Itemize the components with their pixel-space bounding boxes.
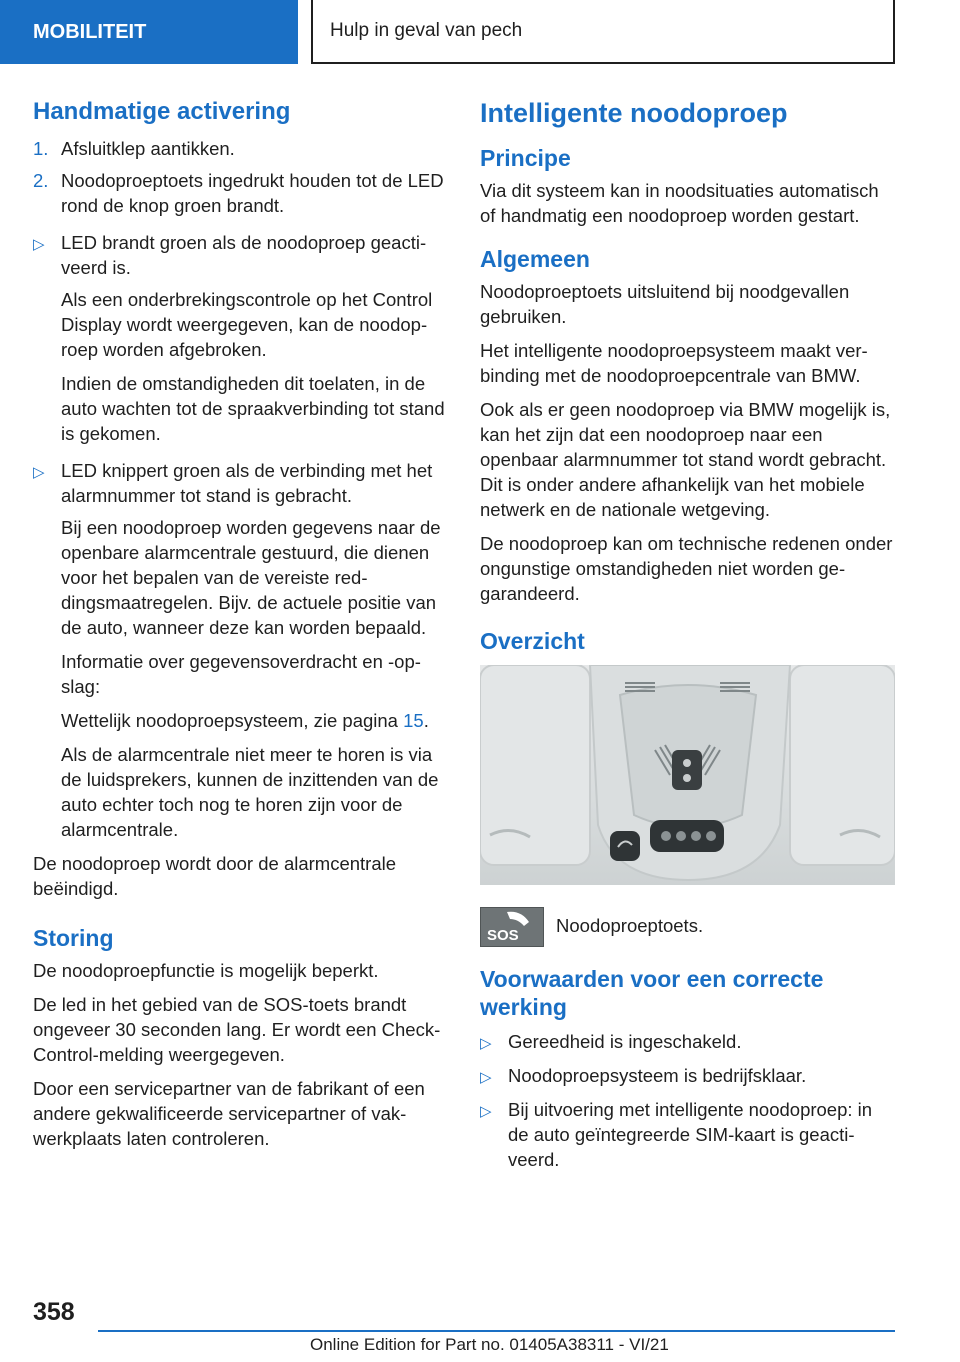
paragraph: Als de alarmcentrale niet meer te horen is via de luidsprekers, kunnen de inzittenden van de auto echter toch nog te horen zijn voor de alarmcentrale. (61, 744, 439, 840)
paragraph: Informatie over gegevensoverdracht en -opslag: (61, 651, 421, 697)
bullet-text: LED knippert groen als de verbinding met het alarmnummer tot stand is gebracht. (61, 460, 433, 506)
paragraph: De led in het gebied van de SOS-toets brandt ongeveer 30 seconden lang. Er wordt een Check-Control-melding weergegeven. (33, 994, 441, 1065)
bullet-text: LED brandt groen als de noodoproep geactiveerd is. (61, 232, 427, 278)
bullet-text: Bij uitvoering met intelligente noodoproep: in de auto geïntegreerde SIM-kaart is geactiveerd. (508, 1099, 873, 1170)
paragraph: De noodoproep kan om technische redenen onder ongunstige omstandigheden niet worden gegarandeerd. (480, 533, 893, 604)
page-link[interactable]: 15 (403, 710, 424, 731)
page-number: 358 (33, 1298, 75, 1326)
paragraph: De noodoproepfunctie is mogelijk beperkt. (33, 960, 379, 981)
paragraph (61, 708, 449, 733)
paragraph: Als een onderbrekingscontrole op het Control Display wordt weergegeven, kan de noodoproep worden afgebroken. (61, 289, 433, 360)
paragraph: Het intelligente noodoproepsysteem maakt verbinding met de noodoproepcentrale van BMW. (480, 340, 868, 386)
bullet-item (33, 230, 449, 280)
triangle-bullet-icon: ▷ (480, 1069, 492, 1086)
bullet-item (480, 1029, 896, 1056)
ref-punct: . (423, 710, 429, 731)
bullet-item (33, 458, 449, 508)
bullet-item (480, 1063, 896, 1090)
step-number: 2. (33, 170, 49, 191)
heading-manual-activation: Handmatige activering (33, 98, 291, 125)
footer-divider (98, 1330, 895, 1332)
overhead-console-illustration (480, 665, 895, 885)
paragraph: Noodoproeptoets uitsluitend bij noodgevallen gebruiken. (480, 281, 850, 327)
triangle-bullet-icon: ▷ (33, 464, 45, 481)
bullet-text: Gereedheid is ingeschakeld. (508, 1031, 742, 1052)
right-column (480, 98, 896, 1179)
left-column (33, 98, 449, 1160)
paragraph: Bij een noodoproep worden gegevens naar de openbare alarmcentrale gestuurd, die dienen voor het bepalen van de vereiste reddingsmaatregelen. Bijv. de actuele positie van de auto, wanneer deze kan worden bepaald. (61, 517, 441, 638)
ref-text: Wettelijk noodoproepsysteem, zie pagina (61, 710, 404, 731)
step-item (33, 136, 449, 161)
triangle-bullet-icon: ▷ (480, 1103, 492, 1120)
edition-text: Online Edition for Part no. 01405A38311 - VI/21 (310, 1335, 669, 1354)
step-number: 1. (33, 138, 49, 159)
overhead-console-photo (480, 665, 895, 885)
chapter-title: Hulp in geval van pech (330, 20, 523, 41)
step-text: Noodoproeptoets ingedrukt houden tot de LED rond de knop groen brandt. (61, 170, 444, 216)
sos-caption: Noodoproeptoets. (556, 915, 704, 936)
triangle-bullet-icon: ▷ (480, 1035, 492, 1052)
section-title: MOBILITEIT (33, 20, 147, 43)
heading-overzicht: Overzicht (480, 628, 585, 654)
paragraph: De noodoproep wordt door de alarmcentrale beëindigd. (33, 853, 397, 899)
heading-principe: Principe (480, 145, 571, 171)
heading-voorwaarden: Voorwaarden voor een correcte werking (480, 966, 824, 1020)
step-item (33, 168, 449, 218)
paragraph: Door een servicepartner van de fabrikant of een andere gekwalificeerde servicepartner of vakwerkplaats laten controleren. (33, 1078, 425, 1149)
sos-legend (480, 907, 896, 947)
chapter-header (311, 0, 895, 64)
heading-storing: Storing (33, 925, 114, 951)
triangle-bullet-icon: ▷ (33, 236, 45, 253)
bullet-text: Noodoproepsysteem is bedrijfsklaar. (508, 1065, 807, 1086)
paragraph: Via dit systeem kan in noodsituaties automatisch of handmatig een noodoproep worden gestart. (480, 180, 879, 226)
paragraph: Indien de omstandigheden dit toelaten, in de auto wachten tot de spraakverbinding tot stand is gekomen. (61, 373, 445, 444)
step-text: Afsluitklep aantikken. (61, 138, 235, 159)
heading-intelligent-call: Intelligente noodoproep (480, 98, 788, 128)
section-tab (0, 0, 298, 64)
sos-button-icon (480, 907, 544, 947)
heading-algemeen: Algemeen (480, 246, 590, 272)
sos-label: SOS (487, 927, 519, 944)
bullet-item (480, 1097, 896, 1172)
paragraph: Ook als er geen noodoproep via BMW mogelijk is, kan het zijn dat een noodoproep naar een openbaar alarmnummer tot stand wordt gebracht. Dit is onder andere afhankelijk van het mobiele netwerk en de nationale wetgeving. (480, 399, 891, 520)
